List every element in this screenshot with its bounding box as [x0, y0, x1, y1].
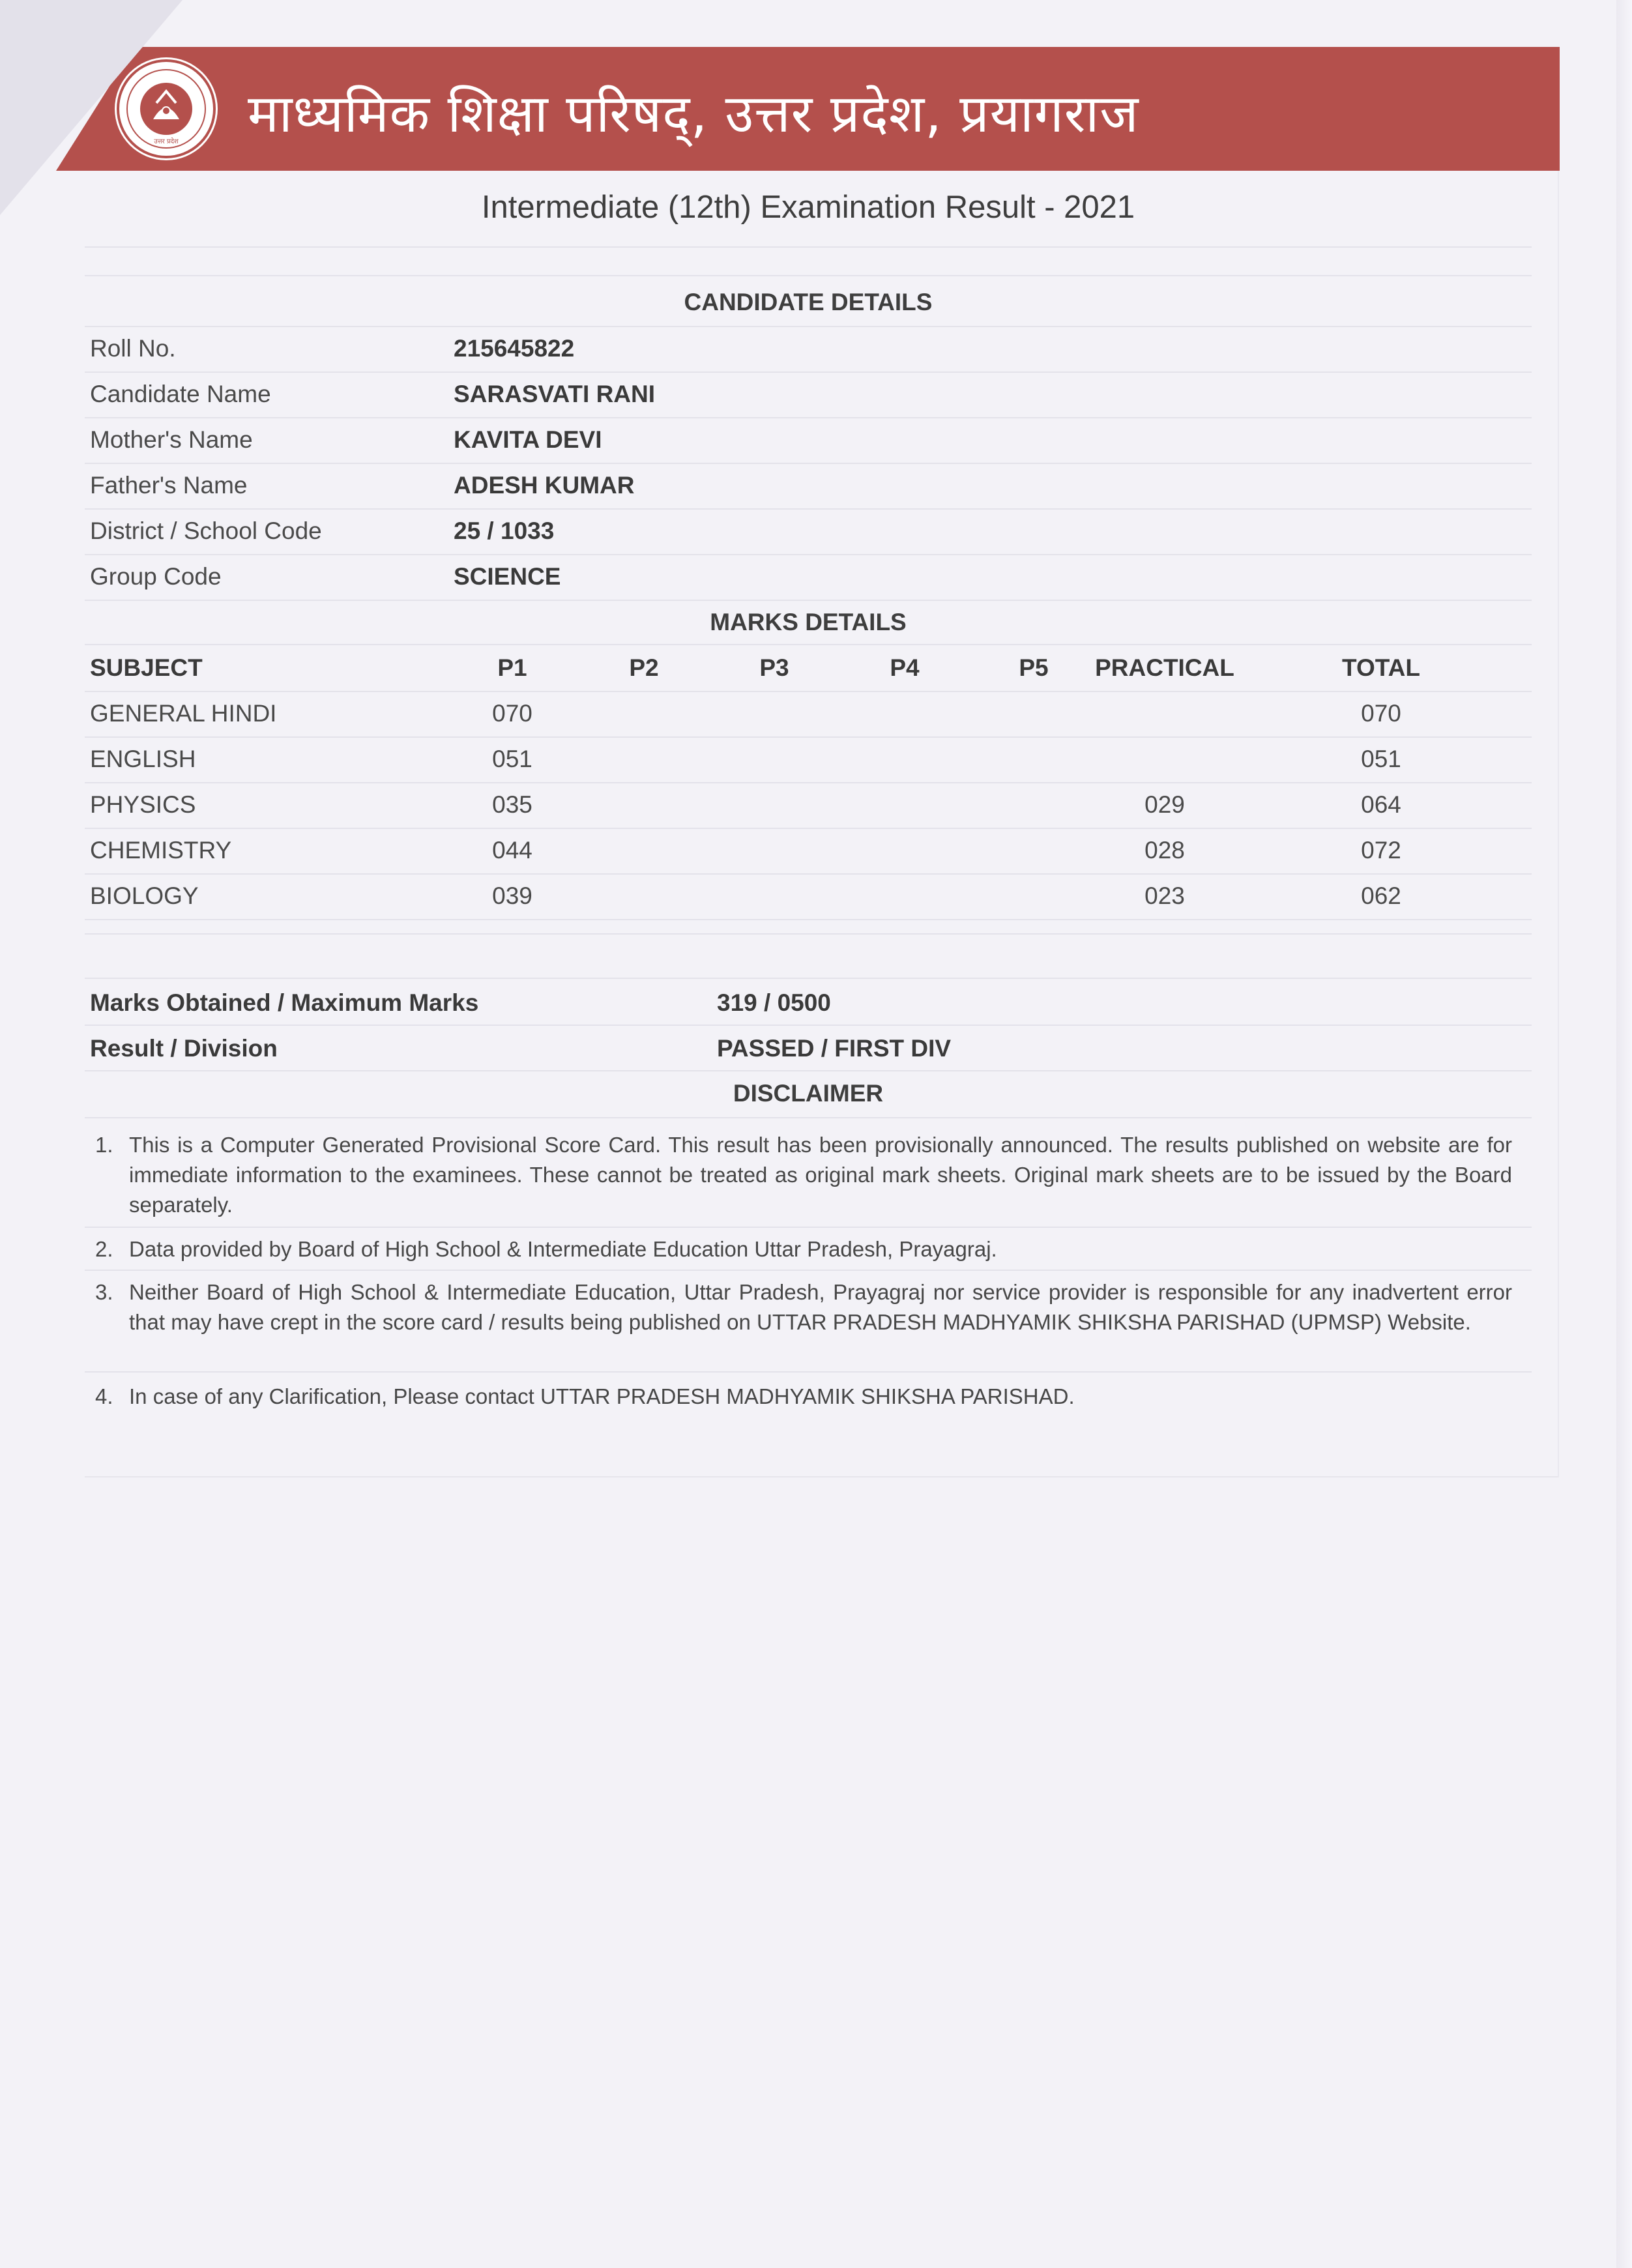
table-row: [90, 736, 1530, 782]
detail-value: KAVITA DEVI: [454, 426, 602, 453]
marks-obtained-row: [90, 980, 1524, 1026]
divider: [85, 1070, 1532, 1071]
marks-obtained-value: 319 / 0500: [717, 989, 831, 1016]
column-header-practical: PRACTICAL: [1095, 654, 1234, 681]
disclaimer-text: Neither Board of High School & Intermediate Education, Uttar Pradesh, Prayagraj nor service provider is responsible for any inadvertent error that may have crept in the score card / results being published on UTTAR PRADESH MADHYAMIK SHIKSHA PARISHAD (UPMSP) Website.: [129, 1280, 1512, 1334]
detail-value: SCIENCE: [454, 563, 561, 590]
detail-row-father-name: [90, 463, 1524, 508]
divider: [85, 933, 1532, 935]
board-name-hindi: माध्यमिक शिक्षा परिषद्, उत्तर प्रदेश, प्रयागराज: [248, 83, 1139, 144]
result-division-value: PASSED / FIRST DIV: [717, 1035, 952, 1062]
disclaimer-heading: DISCLAIMER: [733, 1080, 884, 1107]
disclaimer-number: 2.: [95, 1237, 113, 1261]
divider: [85, 246, 1532, 248]
frame-side-line: [1558, 171, 1559, 1477]
p1-cell: 070: [492, 700, 532, 727]
detail-value: SARASVATI RANI: [454, 381, 656, 407]
table-row: [90, 691, 1530, 736]
disclaimer-number: 1.: [95, 1133, 113, 1157]
divider: [85, 1227, 1532, 1228]
disclaimer-text: Data provided by Board of High School & Intermediate Education Uttar Pradesh, Prayagraj.: [129, 1237, 997, 1261]
total-cell: 051: [1361, 746, 1401, 772]
column-header-p4: P4: [890, 654, 920, 681]
divider: [85, 1270, 1532, 1271]
column-header-p5: P5: [1019, 654, 1049, 681]
result-division-row: [90, 1026, 1524, 1071]
disclaimer-text: This is a Computer Generated Provisional Score Card. This result has been provisionally announced. The results published on website are for immediate information to the examinees. These cannot be treated as original mark sheets. Original mark sheets are to be issued by the Board separately.: [129, 1133, 1512, 1217]
total-cell: 064: [1361, 791, 1401, 818]
column-header-p3: P3: [759, 654, 789, 681]
detail-label: Candidate Name: [90, 381, 271, 407]
frame-bottom-line: [85, 1476, 1558, 1477]
detail-row-group-code: [90, 554, 1524, 600]
table-row: [90, 828, 1530, 873]
p1-cell: 044: [492, 837, 532, 864]
practical-cell: 028: [1144, 837, 1185, 864]
detail-row-district-school: [90, 508, 1524, 554]
detail-value: 215645822: [454, 335, 575, 362]
result-division-label: Result / Division: [90, 1035, 278, 1062]
disclaimer-number: 4.: [95, 1384, 113, 1408]
board-emblem-logo: [115, 57, 218, 160]
marks-details-heading: MARKS DETAILS: [710, 609, 907, 635]
divider: [85, 919, 1532, 920]
total-cell: 062: [1361, 882, 1401, 909]
table-row: [90, 873, 1530, 919]
divider: [85, 275, 1532, 276]
subject-cell: CHEMISTRY: [90, 837, 232, 864]
divider: [85, 600, 1532, 601]
detail-value: 25 / 1033: [454, 517, 555, 544]
detail-row-mother-name: [90, 417, 1524, 463]
divider: [85, 978, 1532, 979]
divider: [85, 1371, 1532, 1373]
detail-label: District / School Code: [90, 517, 322, 544]
detail-label: Roll No.: [90, 335, 176, 362]
subject-cell: ENGLISH: [90, 746, 196, 772]
disclaimer-text: In case of any Clarification, Please contact UTTAR PRADESH MADHYAMIK SHIKSHA PARISHAD.: [129, 1384, 1075, 1408]
p1-cell: 035: [492, 791, 532, 818]
detail-label: Group Code: [90, 563, 222, 590]
table-row: [90, 782, 1530, 828]
p1-cell: 051: [492, 746, 532, 772]
total-cell: 070: [1361, 700, 1401, 727]
divider: [85, 1117, 1532, 1118]
column-header-p1: P1: [497, 654, 527, 681]
subject-cell: GENERAL HINDI: [90, 700, 277, 727]
practical-cell: 023: [1144, 882, 1185, 909]
emblem-label: उत्तर प्रदेश: [154, 138, 179, 145]
detail-value: ADESH KUMAR: [454, 472, 635, 499]
subject-cell: PHYSICS: [90, 791, 196, 818]
detail-label: Father's Name: [90, 472, 248, 499]
practical-cell: 029: [1144, 791, 1185, 818]
candidate-details-heading: CANDIDATE DETAILS: [684, 289, 933, 315]
total-cell: 072: [1361, 837, 1401, 864]
column-header-total: TOTAL: [1342, 654, 1420, 681]
subject-cell: BIOLOGY: [90, 882, 199, 909]
paper-edge: [1616, 0, 1632, 2268]
marks-header-row: [90, 645, 1530, 691]
column-header-subject: SUBJECT: [90, 654, 203, 681]
marks-obtained-label: Marks Obtained / Maximum Marks: [90, 989, 479, 1016]
emblem-icon: [115, 57, 218, 160]
detail-row-candidate-name: [90, 371, 1524, 417]
disclaimer-number: 3.: [95, 1280, 113, 1304]
column-header-p2: P2: [629, 654, 659, 681]
page-title: Intermediate (12th) Examination Result - 2021: [481, 190, 1135, 225]
detail-row-roll-no: [90, 326, 1524, 371]
detail-label: Mother's Name: [90, 426, 253, 453]
p1-cell: 039: [492, 882, 532, 909]
